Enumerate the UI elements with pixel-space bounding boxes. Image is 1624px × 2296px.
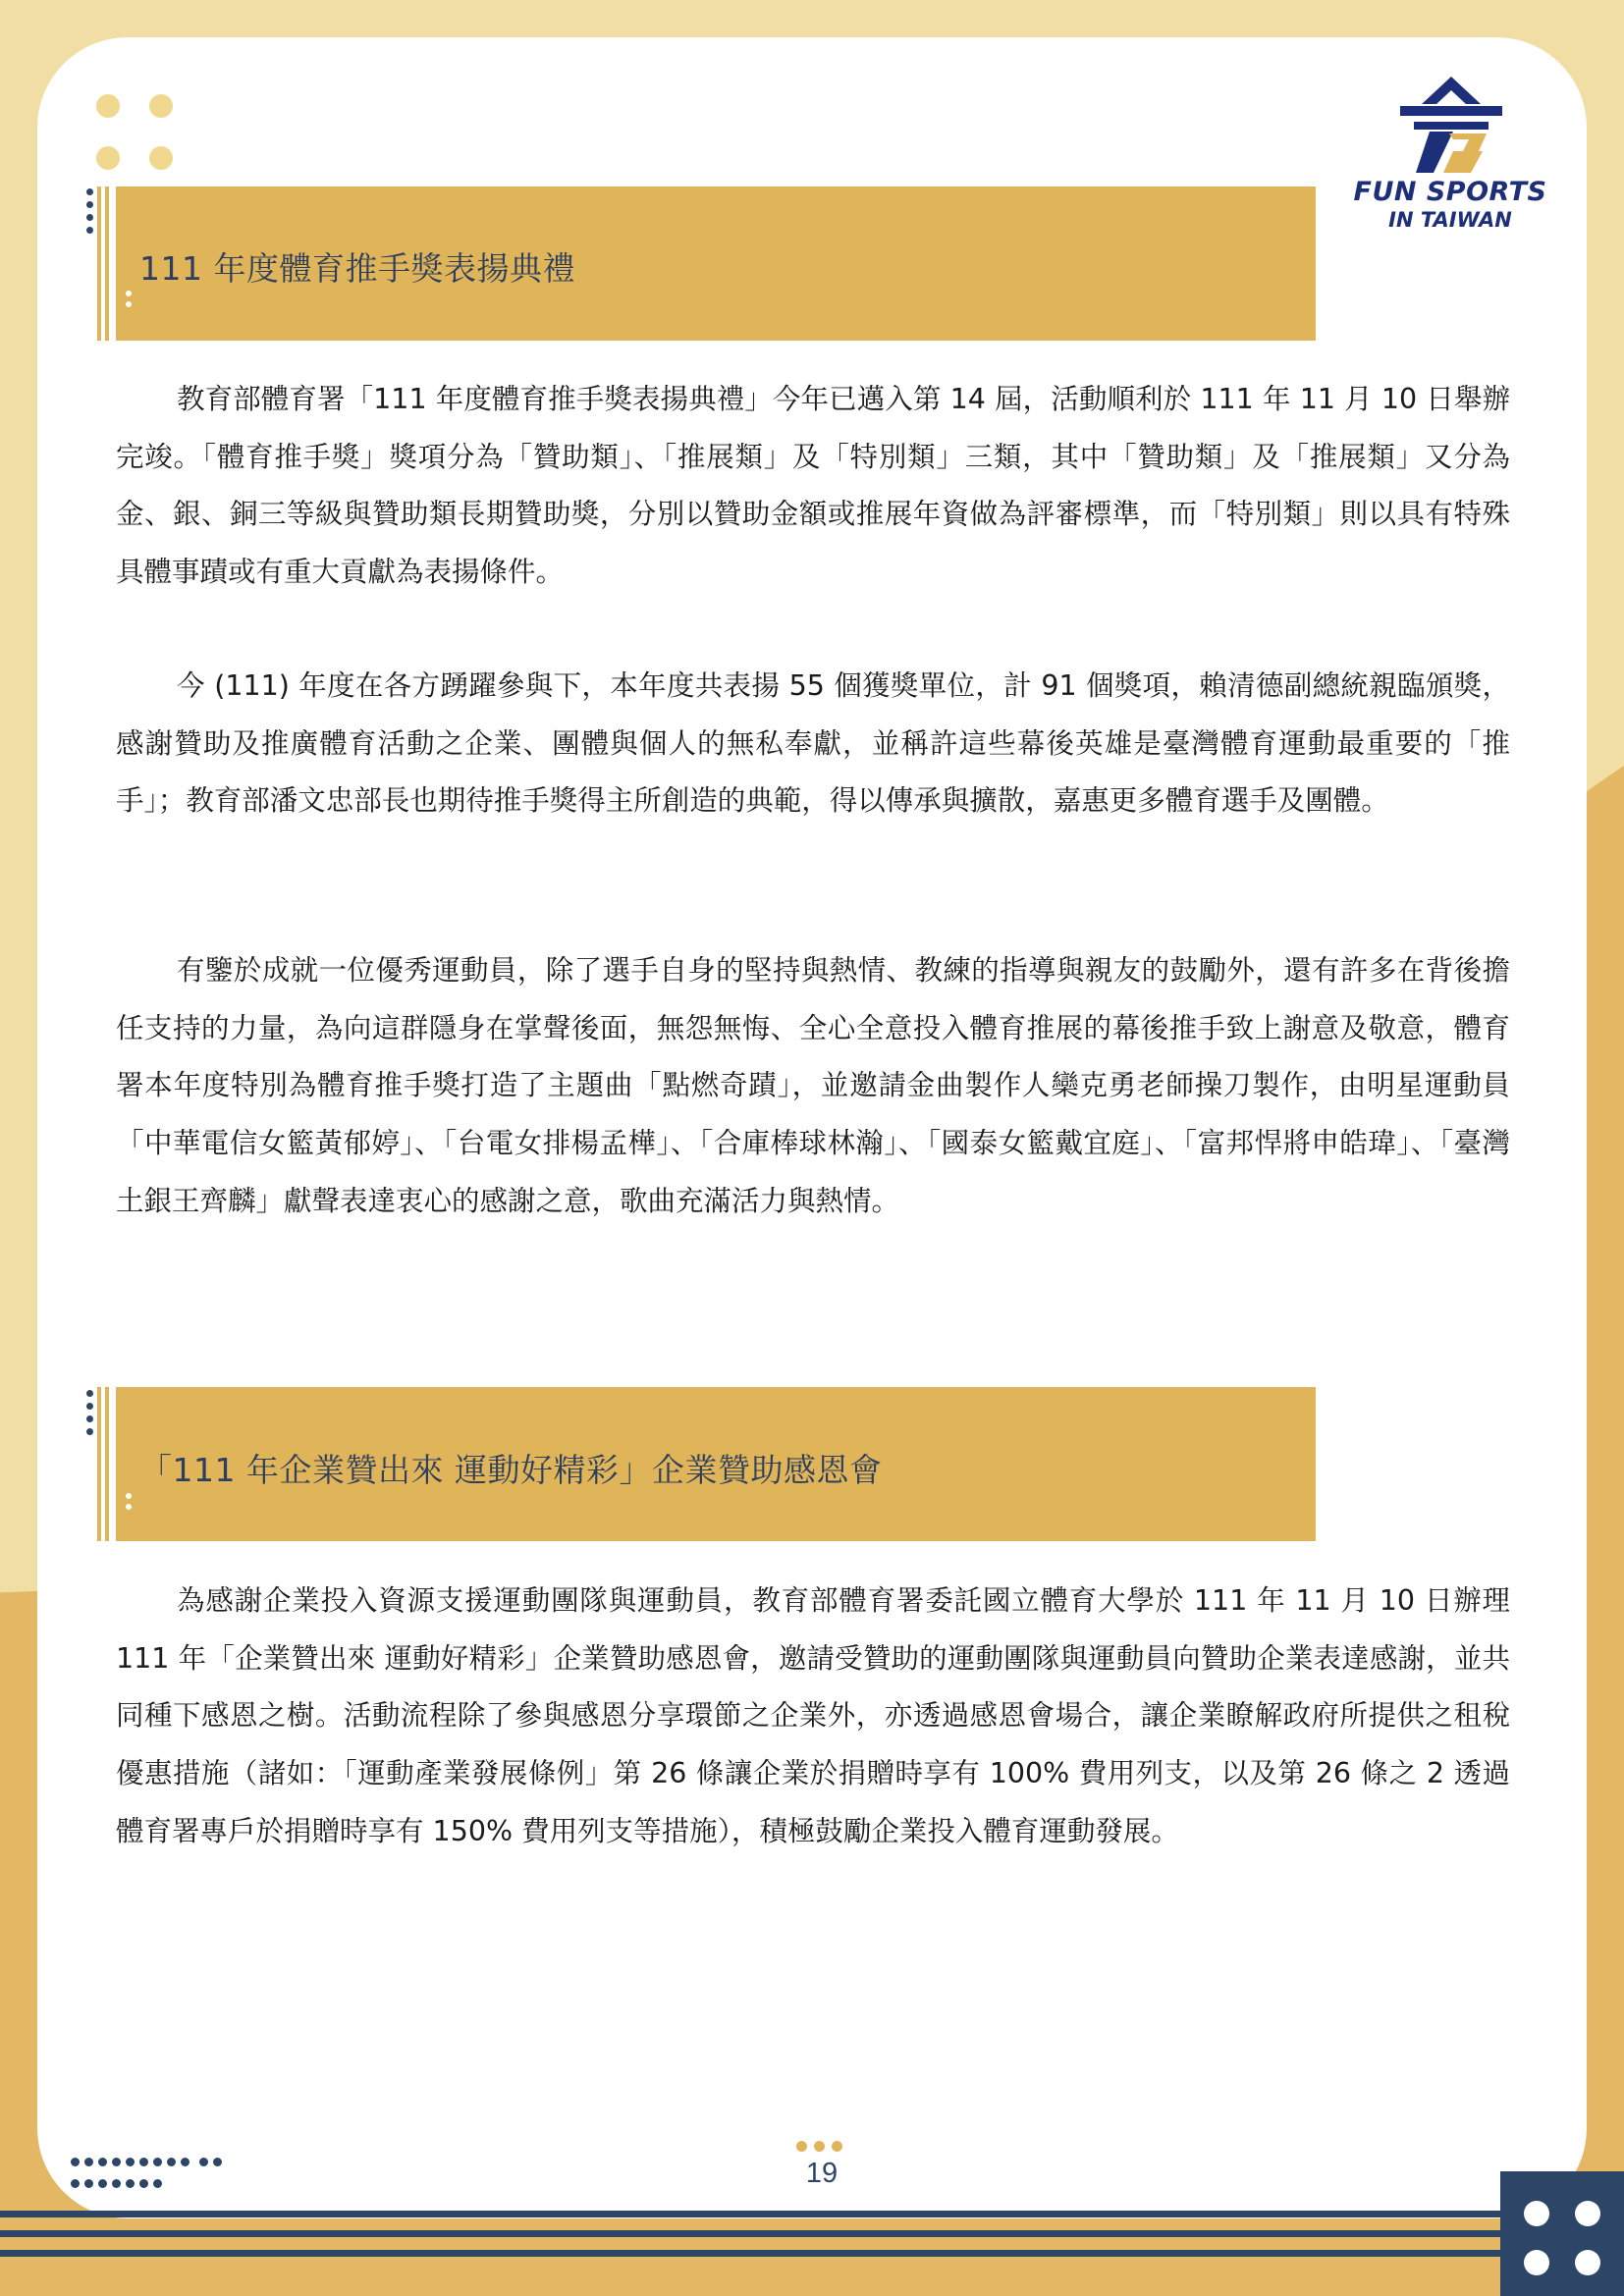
decor-dot <box>149 146 173 170</box>
footer-stripe <box>0 2211 1500 2217</box>
footer-stripe <box>0 2250 1500 2257</box>
corner-block <box>1500 2171 1624 2296</box>
decor-dot <box>96 146 120 170</box>
footer-dots <box>71 2158 228 2201</box>
section-title: 111 年度體育推手獎表揚典禮 <box>139 249 575 288</box>
section-title: 「111 年企業贊出來 運動好精彩」企業贊助感恩會 <box>139 1451 883 1489</box>
section-dots <box>86 1390 94 1441</box>
section-rule <box>105 1387 109 1541</box>
logo-text-line2: IN TAIWAN <box>1388 208 1512 232</box>
logo-text-line1: FUN SPORTS <box>1353 177 1547 207</box>
paragraph: 有鑒於成就一位優秀運動員，除了選手自身的堅持與熱情、教練的指導與親友的鼓勵外，還有許多在背後擔任支持的力量，為向這群隱身在掌聲後面，無怨無悔、全心全意投入體育推展的幕後推手致上謝意及敬意，體育署本年度特別為體育推手獎打造了主題曲「點燃奇蹟」，並邀請金曲製作人欒克勇老師操刀製作，由明星運動員「中華電信女籃黃郁婷」、「台電女排楊孟樺」、「合庫棒球林瀚」、「國泰女籃戴宜庭」、「富邦悍將申皓瑋」、「臺灣土銀王齊麟」獻聲表達衷心的感謝之意，歌曲充滿活力與熱情。 <box>116 954 1510 1217</box>
decor-dot <box>96 94 120 118</box>
page-number-dots <box>796 2137 849 2156</box>
section-bar-dots <box>126 291 134 312</box>
section-rule <box>105 187 109 341</box>
fun-sports-logo <box>1392 75 1510 177</box>
paragraph: 教育部體育署「111 年度體育推手獎表揚典禮」今年已邁入第 14 屆，活動順利於 111 年 11 月 10 日舉辦完竣。「體育推手獎」獎項分為「贊助類」、「推展類」及「特別類」三類，其中「贊助類」及「推展類」又分為金、銀、銅三等級與贊助類長期贊助獎，分別以贊助金額或推展年資做為評審標準，而「特別類」則以具有特殊具體事蹟或有重大貢獻為表揚條件。 <box>116 383 1510 589</box>
footer-stripe <box>0 2230 1500 2237</box>
decor-dot <box>149 94 173 118</box>
section-bar-dots <box>126 1493 134 1515</box>
section-dots <box>86 188 94 240</box>
page-number: 19 <box>805 2158 839 2189</box>
section-rule <box>97 1387 101 1541</box>
paragraph: 今 (111) 年度在各方踴躍參與下，本年度共表揚 55 個獲獎單位，計 91 個獎項，賴清德副總統親臨頒獎，感謝贊助及推廣體育活動之企業、團體與個人的無私奉獻，並稱許這些幕後英雄是臺灣體育運動最重要的「推手」；教育部潘文忠部長也期待推手獎得主所創造的典範，得以傳承與擴散，嘉惠更多體育選手及團體。 <box>116 669 1510 818</box>
paragraph: 為感謝企業投入資源支援運動團隊與運動員，教育部體育署委託國立體育大學於 111 年 11 月 10 日辦理 111 年「企業贊出來 運動好精彩」企業贊助感恩會，邀請受贊助的運動團隊與運動員向贊助企業表達感謝，並共同種下感恩之樹。活動流程除了參與感恩分享環節之企業外，亦透過感恩會場合，讓企業瞭解政府所提供之租稅優惠措施（諸如：「運動產業發展條例」第 26 條讓企業於捐贈時享有 100% 費用列支，以及第 26 條之 2 透過體育署專戶於捐贈時享有 150% 費用列支等措施），積極鼓勵企業投入體育運動發展。 <box>116 1584 1510 1847</box>
section-rule <box>97 187 101 341</box>
